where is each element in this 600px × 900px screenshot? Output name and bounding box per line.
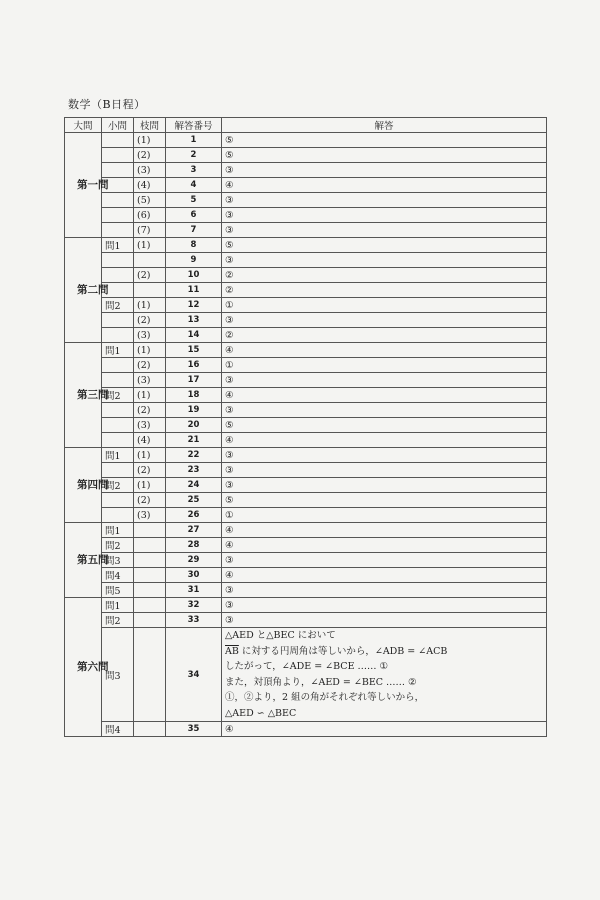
- answer-cell: ③: [222, 463, 547, 478]
- edamon-cell: (3): [134, 163, 166, 178]
- table-row: [65, 253, 547, 268]
- table-row: [65, 628, 547, 722]
- answer-number-cell: 22: [166, 448, 222, 463]
- answer-number-cell: 8: [166, 238, 222, 253]
- edamon-cell: (5): [134, 193, 166, 208]
- proof-line: △AED と△BEC において: [225, 630, 336, 641]
- table-row: [65, 508, 547, 523]
- shomon-cell: [102, 208, 134, 223]
- edamon-cell: (6): [134, 208, 166, 223]
- edamon-cell: (2): [134, 268, 166, 283]
- answer-number-cell: 29: [166, 553, 222, 568]
- answer-cell: ②: [222, 328, 547, 343]
- table-row: [65, 463, 547, 478]
- edamon-cell: [134, 568, 166, 583]
- table-row: [65, 493, 547, 508]
- table-row: [65, 238, 547, 253]
- answer-cell: ④: [222, 523, 547, 538]
- daimon-label-text: 第一問: [77, 178, 109, 191]
- answer-number-cell: 15: [166, 343, 222, 358]
- daimon-label-text: 第五問: [77, 553, 109, 566]
- answer-cell: ⑤: [222, 493, 547, 508]
- edamon-cell: [134, 628, 166, 722]
- edamon-cell: (1): [134, 388, 166, 403]
- arc-ab: $\overline{AB}$: [225, 645, 239, 657]
- answer-cell: ①: [222, 508, 547, 523]
- shomon-cell: 問5: [102, 583, 134, 598]
- answer-number-cell: 28: [166, 538, 222, 553]
- table-row: [65, 598, 547, 613]
- answer-cell: ④: [222, 568, 547, 583]
- proof-line: $\overline{AB}$ に対する円周角は等しいから，∠ADB = ∠ACB: [225, 645, 448, 657]
- table-row: [65, 722, 547, 737]
- answer-cell: ③: [222, 313, 547, 328]
- edamon-cell: (3): [134, 508, 166, 523]
- answer-number-cell: 33: [166, 613, 222, 628]
- answer-cell: ⑤: [222, 418, 547, 433]
- header-row: [65, 118, 547, 133]
- answer-cell: ③: [222, 613, 547, 628]
- shomon-cell: [102, 373, 134, 388]
- edamon-cell: (1): [134, 448, 166, 463]
- shomon-cell: [102, 463, 134, 478]
- shomon-cell: [102, 223, 134, 238]
- answer-cell: ④: [222, 722, 547, 737]
- shomon-cell: [102, 133, 134, 148]
- proof-line: したがって，∠ADE = ∠BCE …… ①: [225, 661, 389, 672]
- edamon-cell: (3): [134, 418, 166, 433]
- shomon-cell: 問1: [102, 343, 134, 358]
- answer-cell: ①: [222, 358, 547, 373]
- proof-line: ①，②より，2 組の角がそれぞれ等しいから，: [225, 692, 425, 703]
- edamon-cell: [134, 598, 166, 613]
- edamon-cell: [134, 253, 166, 268]
- answer-number-cell: 31: [166, 583, 222, 598]
- table-row: [65, 403, 547, 418]
- answer-cell: ③: [222, 598, 547, 613]
- answer-cell: ③: [222, 193, 547, 208]
- table-row: [65, 298, 547, 313]
- proof-line: △AED ∽ △BEC: [225, 707, 297, 719]
- table-row: [65, 178, 547, 193]
- header-shomon: 小問: [102, 118, 134, 133]
- answer-cell: ③: [222, 553, 547, 568]
- answer-proof-cell: [222, 628, 547, 722]
- table-row: [65, 613, 547, 628]
- table-row: [65, 328, 547, 343]
- daimon-label: [65, 238, 109, 343]
- page-title: 数学（B日程）: [68, 98, 146, 111]
- edamon-cell: (2): [134, 493, 166, 508]
- answer-number-cell: 26: [166, 508, 222, 523]
- shomon-cell: 問2: [102, 388, 134, 403]
- answer-cell: ①: [222, 298, 547, 313]
- answer-cell: ④: [222, 178, 547, 193]
- answer-cell: ③: [222, 478, 547, 493]
- shomon-cell: 問1: [102, 448, 134, 463]
- daimon-label: [65, 598, 109, 737]
- answer-cell: ⑤: [222, 238, 547, 253]
- shomon-cell: [102, 193, 134, 208]
- shomon-cell: 問1: [102, 523, 134, 538]
- edamon-cell: (1): [134, 133, 166, 148]
- answer-cell: ②: [222, 283, 547, 298]
- shomon-cell: 問4: [102, 722, 134, 737]
- shomon-cell: [102, 253, 134, 268]
- answer-number-cell: 30: [166, 568, 222, 583]
- answer-number-cell: 10: [166, 268, 222, 283]
- table-row: [65, 208, 547, 223]
- answer-number-cell: 1: [166, 133, 222, 148]
- answer-number-cell: 27: [166, 523, 222, 538]
- answer-cell: ③: [222, 253, 547, 268]
- edamon-cell: (4): [134, 433, 166, 448]
- table-row: [65, 148, 547, 163]
- answer-number-cell: 35: [166, 722, 222, 737]
- edamon-cell: (1): [134, 238, 166, 253]
- table-row: [65, 448, 547, 463]
- shomon-cell: [102, 148, 134, 163]
- edamon-cell: [134, 722, 166, 737]
- edamon-cell: [134, 583, 166, 598]
- shomon-cell: [102, 328, 134, 343]
- daimon-label-text: 第二問: [77, 283, 109, 296]
- answer-cell: ③: [222, 163, 547, 178]
- answer-cell: ②: [222, 268, 547, 283]
- shomon-cell: [102, 163, 134, 178]
- answer-number-cell: 17: [166, 373, 222, 388]
- answer-number-cell: 24: [166, 478, 222, 493]
- table-row: [65, 568, 547, 583]
- table-row: [65, 478, 547, 493]
- table-row: [65, 313, 547, 328]
- shomon-cell: 問1: [102, 598, 134, 613]
- daimon-label: [65, 448, 109, 523]
- header-edamon: 枝問: [134, 118, 166, 133]
- shomon-cell: [102, 313, 134, 328]
- shomon-cell: 問3: [102, 553, 134, 568]
- daimon-label-text: 第四問: [77, 478, 109, 491]
- answer-number-cell: 12: [166, 298, 222, 313]
- answer-number-cell: 14: [166, 328, 222, 343]
- shomon-cell: 問1: [102, 238, 134, 253]
- answer-cell: ④: [222, 343, 547, 358]
- edamon-cell: (2): [134, 313, 166, 328]
- answer-number-cell: 25: [166, 493, 222, 508]
- shomon-cell: [102, 403, 134, 418]
- edamon-cell: (3): [134, 373, 166, 388]
- table-row: [65, 523, 547, 538]
- shomon-cell: 問2: [102, 613, 134, 628]
- table-row: [65, 418, 547, 433]
- answer-cell: ⑤: [222, 148, 547, 163]
- header-daimon: 大問: [65, 118, 102, 133]
- answer-number-cell: 11: [166, 283, 222, 298]
- table-row: [65, 373, 547, 388]
- table-row: [65, 538, 547, 553]
- answer-cell: ④: [222, 538, 547, 553]
- shomon-cell: 問2: [102, 478, 134, 493]
- edamon-cell: (7): [134, 223, 166, 238]
- edamon-cell: (2): [134, 148, 166, 163]
- edamon-cell: [134, 523, 166, 538]
- answer-number-cell: 19: [166, 403, 222, 418]
- answer-cell: ④: [222, 433, 547, 448]
- answer-number-cell: 16: [166, 358, 222, 373]
- table-row: [65, 388, 547, 403]
- edamon-cell: (4): [134, 178, 166, 193]
- edamon-cell: (2): [134, 403, 166, 418]
- proof-line: また，対頂角より，∠AED = ∠BEC …… ②: [225, 676, 417, 688]
- table-row: [65, 223, 547, 238]
- edamon-cell: (2): [134, 358, 166, 373]
- answer-cell: ④: [222, 388, 547, 403]
- daimon-label: [65, 343, 109, 448]
- answer-number-cell: 3: [166, 163, 222, 178]
- header-answer: 解答: [222, 118, 547, 133]
- edamon-cell: [134, 553, 166, 568]
- answer-cell: ③: [222, 403, 547, 418]
- shomon-cell: 問2: [102, 298, 134, 313]
- daimon-label-text: 第六問: [77, 660, 109, 673]
- shomon-cell: 問3: [102, 628, 134, 722]
- answer-number-cell: 9: [166, 253, 222, 268]
- table-row: [65, 358, 547, 373]
- edamon-cell: [134, 538, 166, 553]
- table-row: [65, 268, 547, 283]
- answer-table-body: [65, 133, 547, 737]
- edamon-cell: (1): [134, 298, 166, 313]
- answer-number-cell: 13: [166, 313, 222, 328]
- shomon-cell: [102, 358, 134, 373]
- daimon-label-text: 第三問: [77, 388, 109, 401]
- shomon-cell: 問2: [102, 538, 134, 553]
- answer-number-cell: 21: [166, 433, 222, 448]
- answer-cell: ⑤: [222, 133, 547, 148]
- answer-cell: ③: [222, 208, 547, 223]
- table-row: [65, 583, 547, 598]
- answer-number-cell: 32: [166, 598, 222, 613]
- answer-number-cell: 5: [166, 193, 222, 208]
- shomon-cell: [102, 268, 134, 283]
- answer-number-cell: 18: [166, 388, 222, 403]
- edamon-cell: [134, 613, 166, 628]
- answer-number-cell: 20: [166, 418, 222, 433]
- edamon-cell: (1): [134, 478, 166, 493]
- daimon-label: [65, 133, 109, 238]
- answer-number-cell: 2: [166, 148, 222, 163]
- edamon-cell: (1): [134, 343, 166, 358]
- edamon-cell: [134, 283, 166, 298]
- answer-table: [64, 117, 547, 737]
- shomon-cell: [102, 508, 134, 523]
- table-row: [65, 343, 547, 358]
- answer-number-cell: 4: [166, 178, 222, 193]
- table-row: [65, 193, 547, 208]
- answer-cell: ③: [222, 448, 547, 463]
- header-answer-number: 解答番号: [166, 118, 222, 133]
- answer-number-cell: 34: [166, 628, 222, 722]
- answer-number-cell: 7: [166, 223, 222, 238]
- table-row: [65, 433, 547, 448]
- table-row: [65, 283, 547, 298]
- answer-cell: ③: [222, 223, 547, 238]
- shomon-cell: [102, 433, 134, 448]
- table-row: [65, 133, 547, 148]
- answer-number-cell: 23: [166, 463, 222, 478]
- table-row: [65, 163, 547, 178]
- shomon-cell: [102, 418, 134, 433]
- edamon-cell: (3): [134, 328, 166, 343]
- answer-cell: ③: [222, 583, 547, 598]
- shomon-cell: [102, 493, 134, 508]
- daimon-label: [65, 523, 109, 598]
- answer-number-cell: 6: [166, 208, 222, 223]
- shomon-cell: 問4: [102, 568, 134, 583]
- edamon-cell: (2): [134, 463, 166, 478]
- table-row: [65, 553, 547, 568]
- answer-cell: ③: [222, 373, 547, 388]
